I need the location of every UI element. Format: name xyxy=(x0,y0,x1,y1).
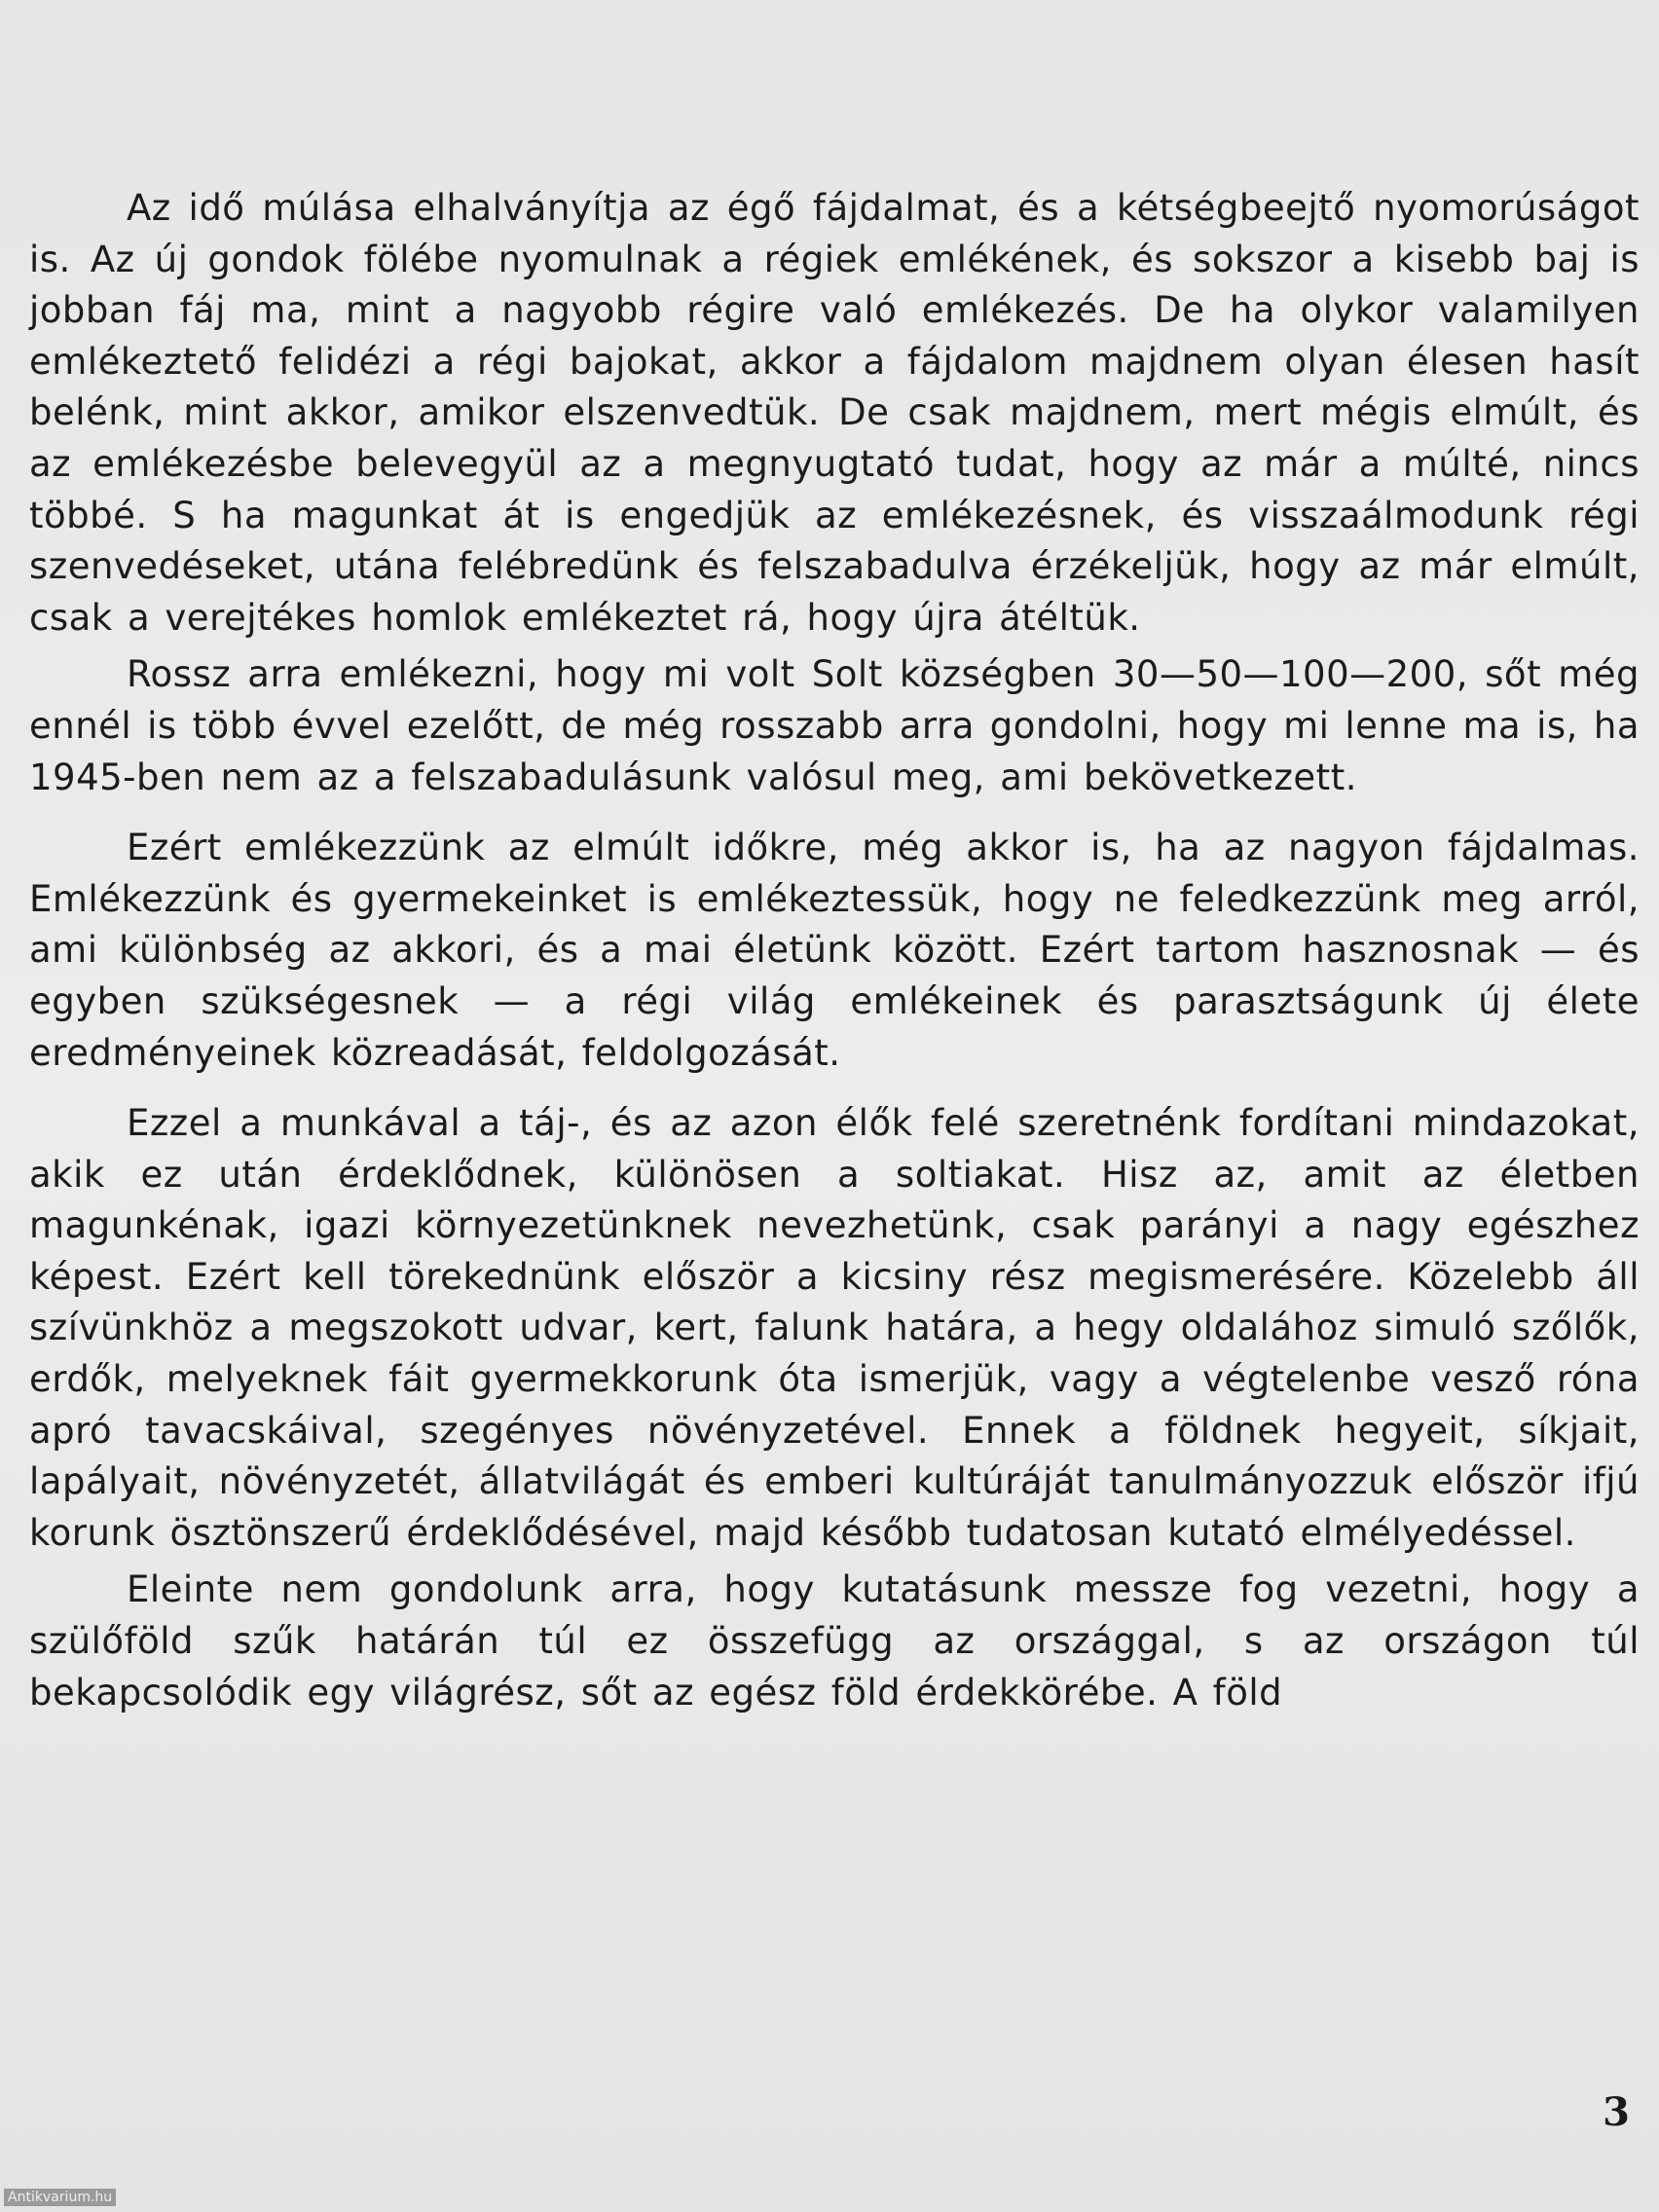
paragraph-2: Rossz arra emlékezni, hogy mi volt Solt községben 30—50—100—200, sőt még ennél is több évvel ezelőtt, de még rosszabb arra gondolni, hogy mi lenne ma is, ha 1945-ben nem az a felszabadulásunk valósul meg, ami bekövetkezett. xyxy=(29,653,1640,798)
body-text xyxy=(29,183,1640,1718)
page-number: 3 xyxy=(1603,2089,1630,2135)
watermark-logo: Antikvarium.hu xyxy=(4,2189,116,2206)
paragraph-1: Az idő múlása elhalványítja az égő fájdalmat, és a kétségbeejtő nyomorúságot is. Az új gondok fölébe nyomulnak a régiek emlékének, és sokszor a kisebb baj is jobban fáj ma, mint a nagyobb régire való emlékezés. De ha olykor valamilyen emlékeztető felidézi a régi bajokat, akkor a fájdalom majdnem olyan élesen hasít belénk, mint akkor, amikor elszenvedtük. De csak majdnem, mert mégis elmúlt, és az emlékezésbe belevegyül az a megnyugtató tudat, hogy az már a múlté, nincs többé. S ha magunkat át is engedjük az emlékezésnek, és visszaálmodunk régi szenvedéseket, utána felébredünk és felszabadulva érzékeljük, hogy az már elmúlt, csak a verejtékes homlok emlékeztet rá, hogy újra átéltük. xyxy=(29,187,1640,639)
paragraph-5: Eleinte nem gondolunk arra, hogy kutatásunk messze fog vezetni, hogy a szülőföld szűk határán túl ez összefügg az országgal, s az országon túl bekapcsolódik egy világrész, sőt az egész föld érdekkörébe. A föld xyxy=(29,1568,1640,1714)
paragraph-4: Ezzel a munkával a táj-, és az azon élők felé szeretnénk fordítani mindazokat, akik ez után érdeklődnek, különösen a soltiakat. Hisz az, amit az életben magunkénak, igazi környezetünknek nevezhetünk, csak parányi a nagy egészhez képest. Ezért kell törekednünk először a kicsiny rész megismerésére. Közelebb áll szívünkhöz a megszokott udvar, kert, falunk határa, a hegy oldalához simuló szőlők, erdők, melyeknek fáit gyermekkorunk óta ismerjük, vagy a végtelenbe vesző róna apró tavacskáival, szegényes növényzetével. Ennek a földnek hegyeit, síkjait, lapályait, növényzetét, állatvilágát és emberi kultúráját tanulmányozzuk először ifjú korunk ösztönszerű érdeklődésével, majd később tudatosan kutató elmélyedéssel. xyxy=(29,1102,1640,1554)
paragraph-3: Ezért emlékezzünk az elmúlt időkre, még akkor is, ha az nagyon fájdalmas. Emlékezzünk és gyermekeinket is emlékeztessük, hogy ne feledkezzünk meg arról, ami különbség az akkori, és a mai életünk között. Ezért tartom hasznosnak — és egyben szükségesnek — a régi világ emlékeinek és parasztságunk új élete eredményeinek közreadását, feldolgozását. xyxy=(29,827,1640,1074)
